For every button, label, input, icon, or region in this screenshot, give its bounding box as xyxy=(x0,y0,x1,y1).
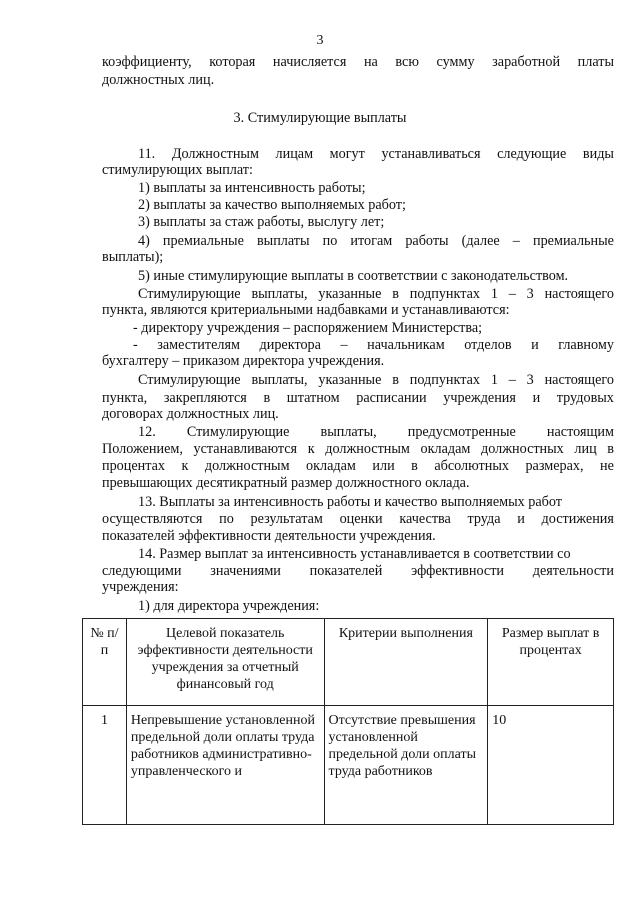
header-indicator: Целевой показатель эффективности деятельности учреждения за отчетный финансовый год xyxy=(126,619,324,706)
table-row xyxy=(83,706,614,825)
table-header-row xyxy=(83,619,614,706)
row-size: 10 xyxy=(488,706,614,825)
body-line: бухгалтеру – приказом директора учреждения. xyxy=(102,353,385,369)
indicators-table xyxy=(82,618,614,825)
body-line: - заместителям директора – начальникам отделов и главному xyxy=(133,337,614,353)
body-line: следующими значениями показателей эффективности деятельности xyxy=(102,563,614,579)
body-line: 14. Размер выплат за интенсивность устанавливается в соответствии со xyxy=(138,546,571,562)
body-line: 1) выплаты за интенсивность работы; xyxy=(138,180,366,196)
body-line: 2) выплаты за качество выполняемых работ; xyxy=(138,197,406,213)
body-line: пункта, закрепляются в штатном расписании учреждения и трудовых xyxy=(102,390,614,406)
body-line: превышающих десятикратный размер должностного оклада. xyxy=(102,475,470,491)
row-indicator: Непревышение установленной предельной доли оплаты труда работников административно-управленческого и xyxy=(126,706,324,825)
body-line: 3) выплаты за стаж работы, выслугу лет; xyxy=(138,214,385,230)
body-line: 11. Должностным лицам могут устанавливаться следующие виды xyxy=(138,146,614,162)
header-criteria: Критерии выполнения xyxy=(324,619,488,706)
body-line: Стимулирующие выплаты, указанные в подпунктах 1 – 3 настоящего xyxy=(138,372,614,388)
body-line: учреждения: xyxy=(102,579,179,595)
body-line: договорах должностных лиц. xyxy=(102,406,279,422)
row-criteria: Отсутствие превышения установленной предельной доли оплаты труда работников xyxy=(324,706,488,825)
intro-line: должностных лиц. xyxy=(102,72,215,88)
body-line: выплаты); xyxy=(102,249,164,265)
body-line: 1) для директора учреждения: xyxy=(138,598,320,614)
header-size: Размер выплат в процентах xyxy=(488,619,614,706)
body-line: пункта, являются критериальными надбавками и устанавливаются: xyxy=(102,302,510,318)
body-line: - директору учреждения – распоряжением Министерства; xyxy=(133,320,483,336)
header-number: № п/п xyxy=(83,619,127,706)
body-line: показателей эффективности деятельности учреждения. xyxy=(102,528,436,544)
page-number: 3 xyxy=(316,33,324,48)
body-line: Положением, устанавливаются к должностным окладам должностных лиц в xyxy=(102,441,614,457)
body-line: процентах к должностным окладам или в абсолютных размерах, не xyxy=(102,458,614,474)
body-line: Стимулирующие выплаты, указанные в подпунктах 1 – 3 настоящего xyxy=(138,286,614,302)
body-line: 12. Стимулирующие выплаты, предусмотренные настоящим xyxy=(138,424,614,440)
body-line: 4) премиальные выплаты по итогам работы (далее – премиальные xyxy=(138,233,614,249)
body-line: осуществляются по результатам оценки качества труда и достижения xyxy=(102,511,614,527)
section-title: 3. Стимулирующие выплаты xyxy=(233,110,407,126)
body-line: стимулирующих выплат: xyxy=(102,162,253,178)
body-line: 5) иные стимулирующие выплаты в соответствии с законодательством. xyxy=(138,268,569,284)
intro-line: коэффициенту, которая начисляется на всю сумму заработной платы xyxy=(102,54,614,70)
row-number: 1 xyxy=(83,706,127,825)
body-line: 13. Выплаты за интенсивность работы и качество выполняемых работ xyxy=(138,494,562,510)
